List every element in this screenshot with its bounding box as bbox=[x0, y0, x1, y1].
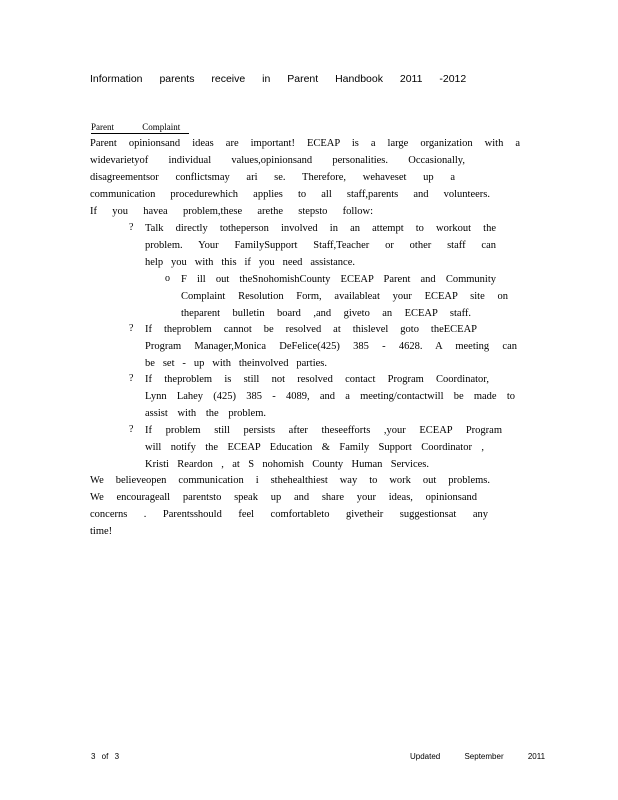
step-line: help you with this if you need assistance. bbox=[145, 257, 355, 268]
intro-line: communication procedurewhich applies to all staff,parents and volunteers. bbox=[90, 189, 490, 200]
closing-line: concerns . Parentsshould feel comfortableto givetheir suggestionsat any bbox=[90, 509, 488, 520]
intro-line: If you havea problem,these arethe stepsto follow: bbox=[90, 206, 373, 217]
step-line: Lynn Lahey (425) 385 - 4089, and a meeting/contactwill be made to bbox=[145, 391, 515, 402]
sub-step-line: Complaint Resolution Form, availableat your ECEAP site on bbox=[181, 291, 508, 302]
sub-step-line: theparent bulletin board ,and giveto an ECEAP staff. bbox=[181, 308, 471, 319]
closing-line: We believeopen communication i sthehealthiest way to work out problems. bbox=[90, 475, 490, 486]
step-line: be set - up with theinvolved parties. bbox=[145, 358, 327, 369]
footer-updated: Updated September 2011 bbox=[410, 752, 546, 761]
step-line: If problem still persists after theseefforts ,your ECEAP Program bbox=[145, 425, 502, 436]
section-title: Parent Complaint bbox=[91, 122, 189, 134]
page-header: Information parents receive in Parent Handbook 2011 -2012 bbox=[90, 73, 467, 85]
step-line: Kristi Reardon , at S nohomish County Human Services. bbox=[145, 459, 429, 470]
intro-line: widevarietyof individual values,opinionsand personalities. Occasionally, bbox=[90, 155, 465, 166]
step-line: Program Manager,Monica DeFelice(425) 385 - 4628. A meeting can bbox=[145, 341, 517, 352]
step-line: will notify the ECEAP Education & Family Support Coordinator , bbox=[145, 442, 484, 453]
sub-step-line: F ill out theSnohomishCounty ECEAP Parent and Community bbox=[181, 274, 496, 285]
step-line: If theproblem is still not resolved contact Program Coordinator, bbox=[145, 374, 489, 385]
step-line: Talk directly totheperson involved in an attempt to workout the bbox=[145, 223, 496, 234]
closing-line: We encourageall parentsto speak up and share your ideas, opinionsand bbox=[90, 492, 477, 503]
step-line: If theproblem cannot be resolved at thislevel goto theECEAP bbox=[145, 324, 477, 335]
closing-line: time! bbox=[90, 526, 113, 537]
step-marker: ? bbox=[129, 373, 134, 384]
intro-line: Parent opinionsand ideas are important! ECEAP is a large organization with a bbox=[90, 138, 520, 149]
step-marker: ? bbox=[129, 222, 134, 233]
step-marker: ? bbox=[129, 323, 134, 334]
intro-line: disagreementsor conflictsmay ari se. Therefore, wehaveset up a bbox=[90, 172, 455, 183]
footer-page-number: 3 of 3 bbox=[91, 752, 120, 761]
step-line: assist with the problem. bbox=[145, 408, 266, 419]
sub-bullet-marker: o bbox=[165, 273, 170, 284]
step-line: problem. Your FamilySupport Staff,Teacher or other staff can bbox=[145, 240, 496, 251]
step-marker: ? bbox=[129, 424, 134, 435]
